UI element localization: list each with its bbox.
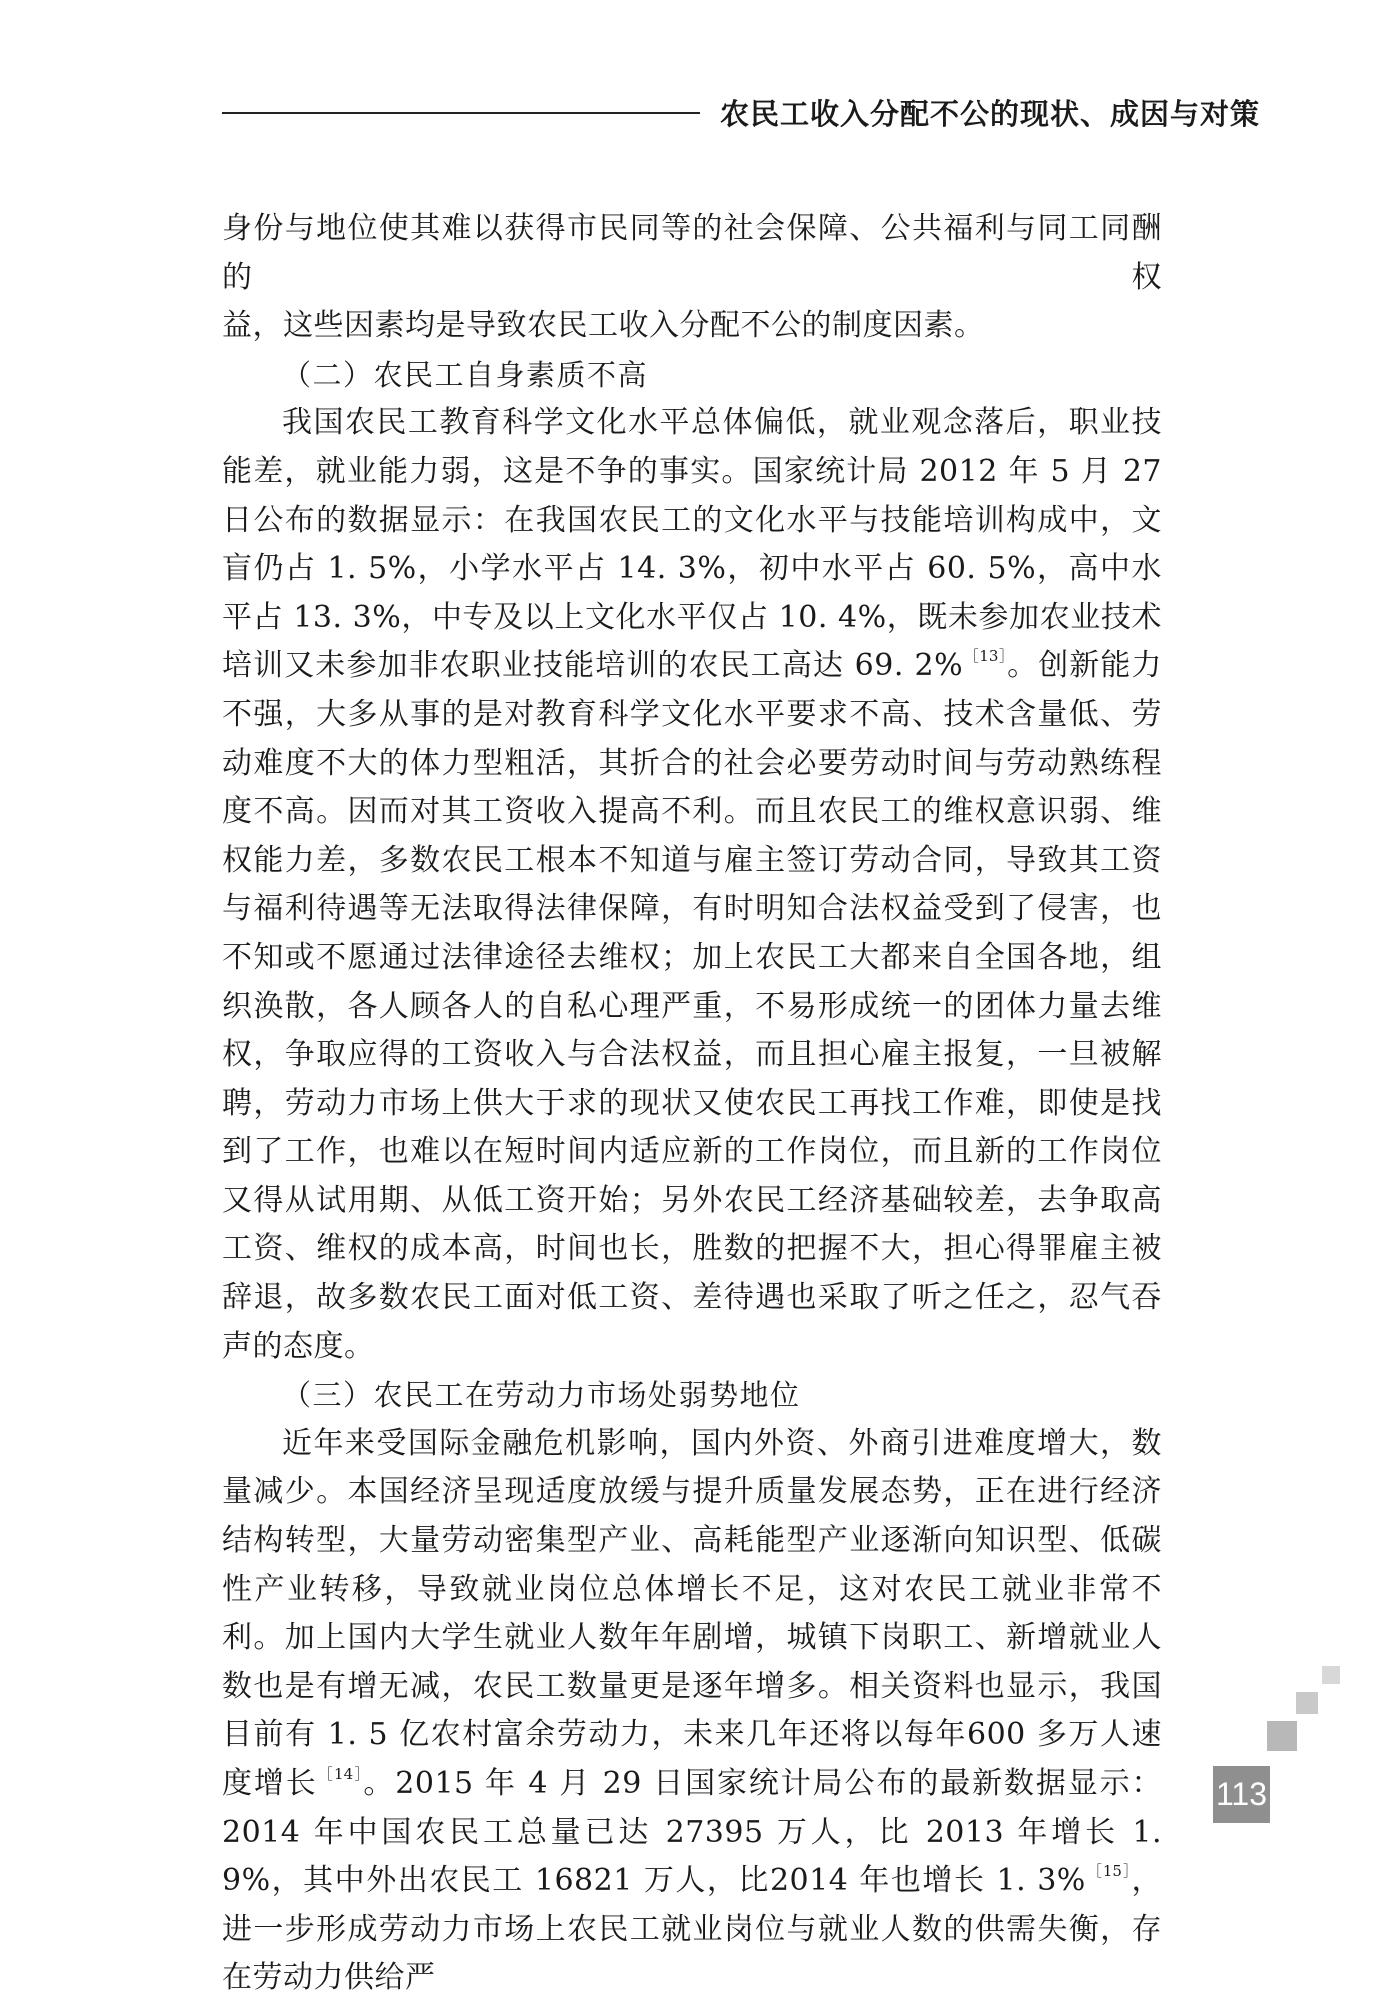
paragraph-line: 身份与地位使其难以获得市民同等的社会保障、公共福利与同工同酬的权 xyxy=(222,211,1162,295)
paragraph-text: ，进一步形成劳动力市场上农民工就业岗位与就业人数的供需失衡，存在劳动力供给严 xyxy=(222,1863,1162,1996)
citation-ref: ［13］ xyxy=(963,647,1008,666)
decorative-square xyxy=(1267,1721,1297,1751)
section-heading: （三）农民工在劳动力市场处弱势地位 xyxy=(282,1378,801,1413)
article-body xyxy=(222,205,1162,2003)
decorative-square xyxy=(1296,1692,1318,1714)
paragraph xyxy=(222,399,1162,1371)
paragraph-text: 近年来受国际金融危机影响，国内外资、外商引进难度增大，数量减少。本国经济呈现适度放缓与提升质量发展态势，正在进行经济结构转型，大量劳动密集型产业、高耗能型产业逐渐向知识型、低碳性产业转移，导致就业岗位总体增长不足，这对农民工就业非常不利。加上国内大学生就业人数年年剧增，城镇下岗职工、新增就业人数也是有增无减，农民工数量更是逐年增多。相关资料也显示，我国目前有 1. 5 亿农村富余劳动力，未来几年还将以每年600 多万人速度增长 xyxy=(222,1425,1162,1801)
citation-ref: ［14］ xyxy=(317,1765,364,1783)
running-title: 农民工收入分配不公的现状、成因与对策 xyxy=(720,97,1261,131)
paragraph-text: 。2015 年 4 月 29 日国家统计局公布的最新数据显示：2014 年中国农民工总量已达 27395 万人，比 2013 年增长 1. 9%，其中外出农民工 16821 万人，比2014 年也增长 1. 3% xyxy=(222,1766,1163,1899)
citation-ref: ［15］ xyxy=(1085,1862,1132,1881)
paragraph-text: 。创新能力不强，大多从事的是对教育科学文化水平要求不高、技术含量低、劳动难度不大的体力型粗活，其折合的社会必要劳动时间与劳动熟练程度不高。因而对其工资收入提高不利。而且农民工的维权意识弱、维权能力差，多数农民工根本不知道与雇主签订劳动合同，导致其工资与福利待遇等无法取得法律保障，有时明知合法权益受到了侵害，也不知或不愿通过法律途径去维权；加上农民工大都来自全国各地，组织涣散，各人顾各人的自私心理严重，不易形成统一的团体力量去维权，争取应得的工资收入与合法权益，而且担心雇主报复，一旦被解聘，劳动力市场上供大于求的现状又使农民工再找工作难，即使是找到了工作，也难以在短时间内适应新的工作岗位，而且新的工作岗位又得从试用期、从低工资开始；另外农民工经济基础较差，去争取高工资、维权的成本高，时间也长，胜数的把握不大，担心得罪雇主被辞退，故多数农民工面对低工资、差待遇也采取了听之任之，忍气吞声的态度。 xyxy=(222,648,1163,1364)
decorative-square xyxy=(1322,1666,1340,1684)
header-rule xyxy=(222,112,700,114)
page-number: 113 xyxy=(1213,1766,1270,1823)
paragraph-text: 我国农民工教育科学文化水平总体偏低，就业观念落后，职业技能差，就业能力弱，这是不争的事实。国家统计局 2012 年 5 月 27 日公布的数据显示：在我国农民工的文化水平与技能培训构成中，文盲仍占 1. 5%，小学水平占 14. 3%，初中水平占 60. 5%，高中水平占 13. 3%，中专及以上文化水平仅占 10. 4%，既未参加农业技术培训又未参加非农职业技能培训的农民工高达 69. 2% xyxy=(222,405,1162,684)
paragraph-line: 益，这些因素均是导致农民工收入分配不公的制度因素。 xyxy=(222,308,985,344)
paragraph xyxy=(222,1420,1162,2003)
section-heading: （二）农民工自身素质不高 xyxy=(282,357,649,392)
